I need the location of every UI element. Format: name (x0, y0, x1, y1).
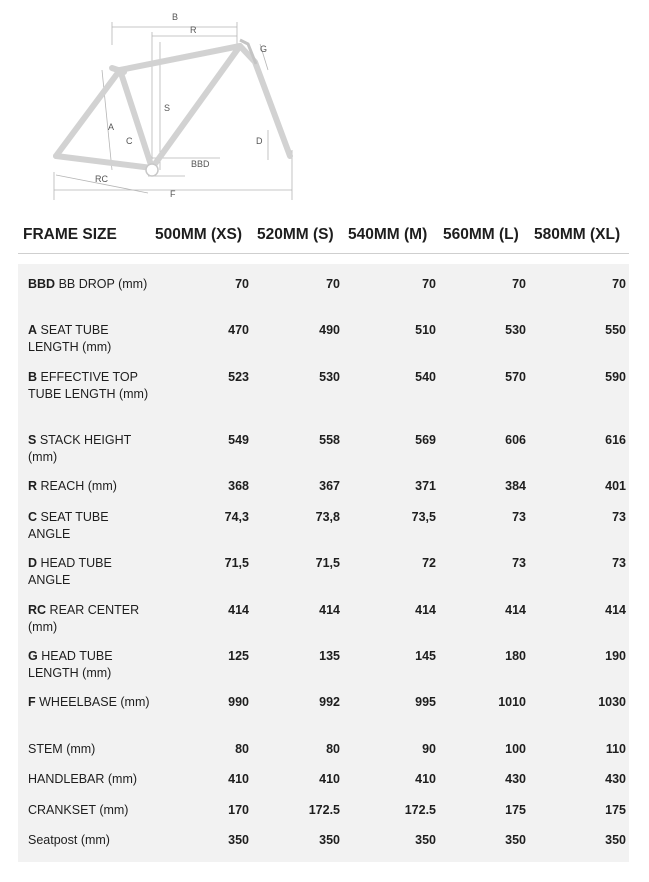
cell-xs: 70 (235, 277, 249, 291)
cell-s: 73,8 (315, 510, 340, 524)
geometry-table (18, 264, 629, 862)
row-label: G HEAD TUBE LENGTH (mm) (28, 649, 113, 680)
cell-m: 72 (422, 556, 436, 570)
cell-s: 367 (319, 479, 340, 493)
dim-label-f: F (170, 189, 176, 199)
row-label: S STACK HEIGHT (mm) (28, 433, 132, 464)
cell-xl: 401 (605, 479, 626, 493)
cell-xl: 73 (612, 510, 626, 524)
dim-label-c: C (126, 136, 133, 146)
row-label: D HEAD TUBE ANGLE (28, 556, 112, 587)
cell-s: 558 (319, 433, 340, 447)
cell-s: 530 (319, 370, 340, 384)
cell-l: 530 (505, 323, 526, 337)
row-label: C SEAT TUBE ANGLE (28, 510, 109, 541)
cell-m: 995 (415, 695, 436, 709)
cell-l: 606 (505, 433, 526, 447)
row-label: Seatpost (mm) (28, 833, 110, 847)
cell-l: 414 (505, 603, 526, 617)
cell-xs: 71,5 (224, 556, 249, 570)
cell-xs: 80 (235, 742, 249, 756)
cell-xs: 470 (228, 323, 249, 337)
row-label: RC REAR CENTER (mm) (28, 603, 140, 634)
cell-m: 70 (422, 277, 436, 291)
row-label: BBD BB DROP (mm) (28, 277, 148, 291)
cell-xl: 590 (605, 370, 626, 384)
cell-xs: 523 (228, 370, 249, 384)
size-header-l: 560MM (L) (443, 226, 519, 243)
cell-xs: 125 (228, 649, 249, 663)
cell-xl: 414 (605, 603, 626, 617)
size-header-s: 520MM (S) (257, 226, 334, 243)
cell-m: 540 (415, 370, 436, 384)
header-divider (18, 253, 629, 254)
cell-s: 410 (319, 772, 340, 786)
cell-l: 73 (512, 556, 526, 570)
cell-xs: 410 (228, 772, 249, 786)
cell-m: 410 (415, 772, 436, 786)
cell-xl: 430 (605, 772, 626, 786)
cell-l: 350 (505, 833, 526, 847)
cell-xs: 990 (228, 695, 249, 709)
dim-label-r: R (190, 25, 197, 35)
cell-xs: 350 (228, 833, 249, 847)
cell-xl: 110 (605, 742, 626, 756)
cell-l: 100 (505, 742, 526, 756)
cell-xl: 1030 (598, 695, 626, 709)
dim-label-bbd: BBD (191, 159, 210, 169)
cell-m: 73,5 (411, 510, 436, 524)
dim-label-b: B (172, 12, 179, 22)
row-label: F WHEELBASE (mm) (28, 695, 150, 709)
cell-s: 172.5 (308, 803, 340, 817)
row-label: HANDLEBAR (mm) (28, 772, 138, 786)
cell-xs: 414 (228, 603, 249, 617)
cell-xl: 550 (605, 323, 626, 337)
size-header-xs: 500MM (XS) (155, 226, 242, 243)
cell-m: 414 (415, 603, 436, 617)
cell-xs: 368 (228, 479, 249, 493)
row-label: CRANKSET (mm) (28, 803, 129, 817)
cell-l: 570 (505, 370, 526, 384)
cell-l: 430 (505, 772, 526, 786)
cell-s: 414 (319, 603, 340, 617)
cell-xl: 175 (605, 803, 626, 817)
cell-l: 384 (505, 479, 526, 493)
dim-label-g: G (260, 44, 268, 54)
cell-s: 350 (319, 833, 340, 847)
cell-xl: 190 (605, 649, 626, 663)
frame-geometry-diagram (40, 0, 320, 205)
cell-s: 135 (319, 649, 340, 663)
cell-s: 992 (319, 695, 340, 709)
cell-m: 350 (415, 833, 436, 847)
row-label: R REACH (mm) (28, 479, 117, 493)
size-header-m: 540MM (M) (348, 226, 428, 243)
cell-s: 70 (326, 277, 340, 291)
cell-l: 70 (512, 277, 526, 291)
row-label: B EFFECTIVE TOP TUBE LENGTH (mm) (28, 370, 149, 401)
cell-l: 73 (512, 510, 526, 524)
cell-xs: 74,3 (224, 510, 249, 524)
frame-size-header: FRAME SIZE (23, 226, 117, 243)
cell-s: 80 (326, 742, 340, 756)
cell-xl: 616 (605, 433, 626, 447)
cell-xl: 350 (605, 833, 626, 847)
row-label: STEM (mm) (28, 742, 96, 756)
cell-m: 569 (415, 433, 436, 447)
cell-xs: 170 (228, 803, 249, 817)
cell-m: 371 (415, 479, 436, 493)
row-label: A SEAT TUBE LENGTH (mm) (28, 323, 112, 354)
cell-l: 180 (505, 649, 526, 663)
cell-s: 71,5 (315, 556, 340, 570)
cell-s: 490 (319, 323, 340, 337)
cell-xs: 549 (228, 433, 249, 447)
dim-label-s: S (164, 103, 171, 113)
cell-m: 172.5 (404, 803, 436, 817)
cell-m: 145 (415, 649, 436, 663)
cell-l: 175 (505, 803, 526, 817)
dim-label-a: A (108, 122, 115, 132)
cell-m: 510 (415, 323, 436, 337)
dim-label-rc: RC (95, 174, 108, 184)
size-header-xl: 580MM (XL) (534, 226, 621, 243)
cell-xl: 73 (612, 556, 626, 570)
cell-xl: 70 (612, 277, 626, 291)
cell-m: 90 (422, 742, 436, 756)
cell-l: 1010 (498, 695, 526, 709)
dim-label-d: D (256, 136, 263, 146)
